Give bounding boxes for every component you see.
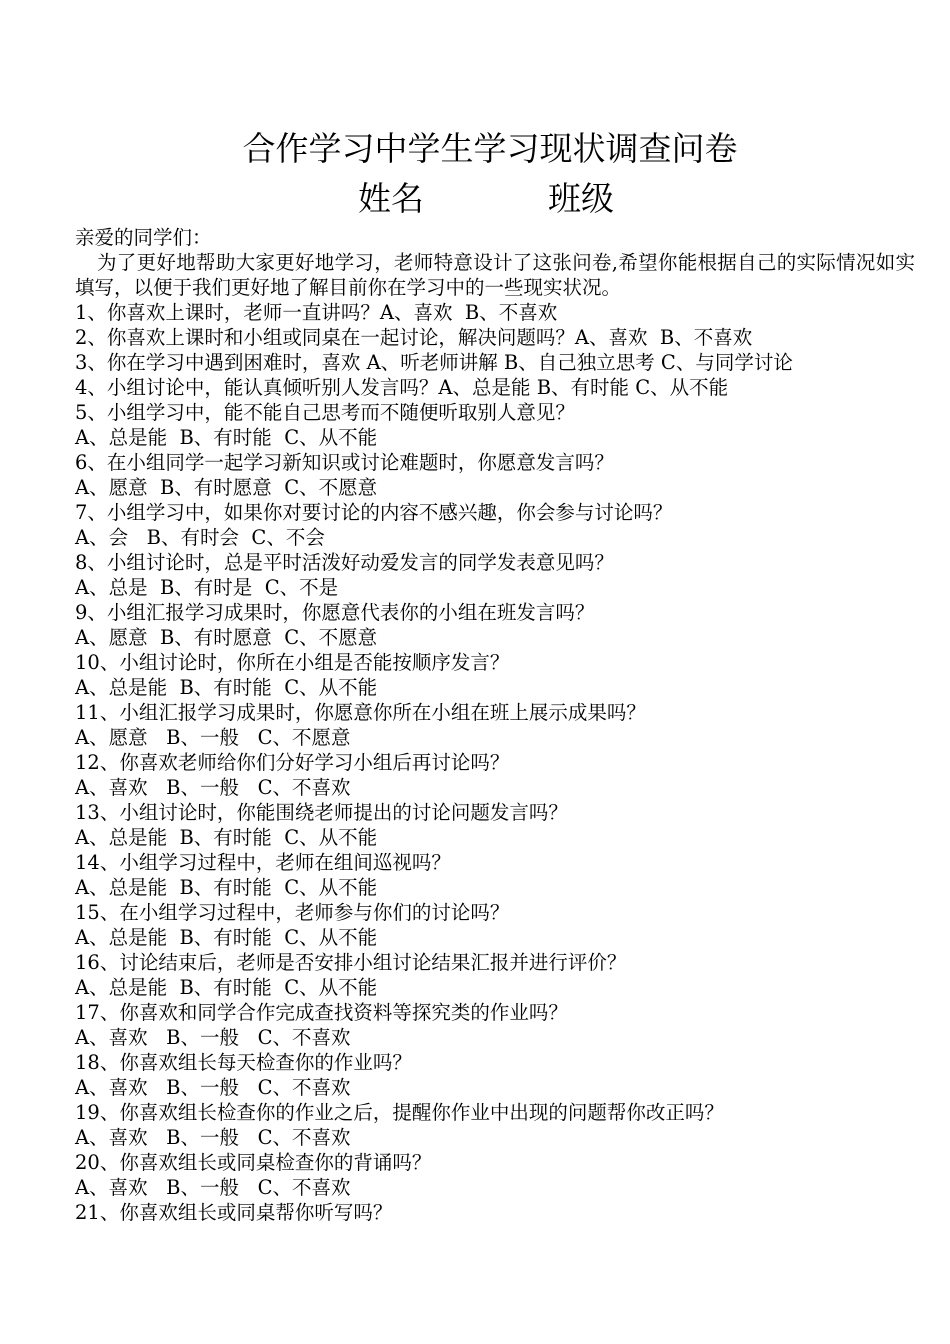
answer-options: A、愿意 B、一般 C、不愿意 [75, 726, 351, 749]
class-label: 班级 [548, 179, 614, 218]
question-text: 3、你在学习中遇到困难时，喜欢 A、听老师讲解 B、自己独立思考 C、与同学讨论 [75, 351, 793, 374]
answer-options: A、喜欢 B、一般 C、不喜欢 [75, 1076, 351, 1099]
answer-options: A、会 B、有时会 C、不会 [75, 526, 325, 549]
question-text: 6、在小组同学一起学习新知识或讨论难题时，你愿意发言吗？ [75, 451, 614, 474]
name-label: 姓名 [358, 179, 424, 218]
question-text: 1、你喜欢上课时，老师一直讲吗？A、喜欢 B、不喜欢 [75, 301, 558, 324]
question-text: 10、小组讨论时，你所在小组是否能按顺序发言？ [75, 651, 510, 674]
answer-options: A、喜欢 B、一般 C、不喜欢 [75, 776, 351, 799]
answer-options: A、喜欢 B、一般 C、不喜欢 [75, 1176, 351, 1199]
answer-options: A、总是能 B、有时能 C、从不能 [75, 826, 378, 849]
intro-paragraph: 为了更好地帮助大家更好地学习，老师特意设计了这张问卷,希望你能根据自己的实际情况如实填写，以便于我们更好地了解目前你在学习中的一些现实状况。 [75, 251, 915, 299]
question-text: 5、小组学习中，能不能自己思考而不随便听取别人意见？ [75, 401, 575, 424]
question-text: 7、小组学习中，如果你对要讨论的内容不感兴趣，你会参与讨论吗？ [75, 501, 673, 524]
greeting: 亲爱的同学们： [75, 226, 212, 249]
question-list [75, 300, 915, 1225]
answer-options: A、总是能 B、有时能 C、从不能 [75, 426, 378, 449]
question-text: 12、你喜欢老师给你们分好学习小组后再讨论吗？ [75, 751, 510, 774]
question-text: 17、你喜欢和同学合作完成查找资料等探究类的作业吗？ [75, 1001, 568, 1024]
answer-options: A、愿意 B、有时愿意 C、不愿意 [75, 626, 378, 649]
answer-options: A、喜欢 B、一般 C、不喜欢 [75, 1126, 351, 1149]
survey-body [75, 225, 915, 1225]
question-text: 11、小组汇报学习成果时，你愿意你所在小组在班上展示成果吗？ [75, 701, 646, 724]
question-text: 16、讨论结束后，老师是否安排小组讨论结果汇报并进行评价？ [75, 951, 627, 974]
question-text: 4、小组讨论中，能认真倾听别人发言吗？A、总是能 B、有时能 C、从不能 [75, 376, 729, 399]
question-text: 15、在小组学习过程中，老师参与你们的讨论吗？ [75, 901, 510, 924]
question-text: 19、你喜欢组长检查你的作业之后，提醒你作业中出现的问题帮你改正吗？ [75, 1101, 724, 1124]
question-text: 8、小组讨论时，总是平时活泼好动爱发言的同学发表意见吗？ [75, 551, 614, 574]
answer-options: A、总是能 B、有时能 C、从不能 [75, 976, 378, 999]
answer-options: A、总是能 B、有时能 C、从不能 [75, 676, 378, 699]
question-text: 2、你喜欢上课时和小组或同桌在一起讨论，解决问题吗？A、喜欢 B、不喜欢 [75, 326, 753, 349]
question-text: 13、小组讨论时，你能围绕老师提出的讨论问题发言吗？ [75, 801, 568, 824]
question-text: 9、小组汇报学习成果时，你愿意代表你的小组在班发言吗？ [75, 601, 595, 624]
answer-options: A、总是 B、有时是 C、不是 [75, 576, 339, 599]
answer-options: A、总是能 B、有时能 C、从不能 [75, 926, 378, 949]
question-text: 14、小组学习过程中，老师在组间巡视吗？ [75, 851, 451, 874]
name-class-line [358, 176, 614, 222]
page-title: 合作学习中学生学习现状调查问卷 [242, 129, 738, 168]
answer-options: A、喜欢 B、一般 C、不喜欢 [75, 1026, 351, 1049]
question-text: 20、你喜欢组长或同桌检查你的背诵吗？ [75, 1151, 432, 1174]
question-text: 21、你喜欢组长或同桌帮你听写吗？ [75, 1201, 393, 1224]
answer-options: A、总是能 B、有时能 C、从不能 [75, 876, 378, 899]
answer-options: A、愿意 B、有时愿意 C、不愿意 [75, 476, 378, 499]
question-text: 18、你喜欢组长每天检查你的作业吗？ [75, 1051, 412, 1074]
